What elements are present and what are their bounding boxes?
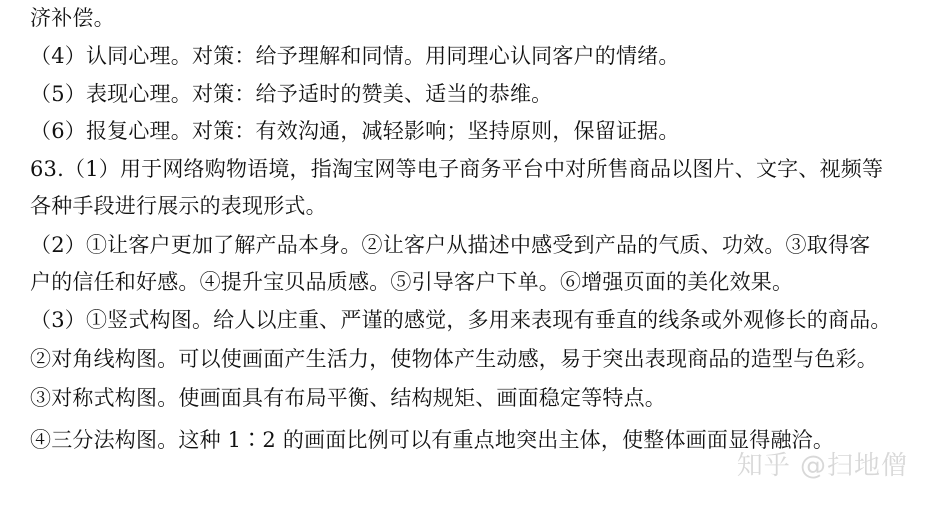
text-line-1: 济补偿。 — [30, 6, 115, 30]
text-line-2: （4）认同心理。对策：给予理解和同情。用同理心认同客户的情绪。 — [30, 44, 680, 68]
text-line-12: ④三分法构图。这种 1∶2 的画面比例可以有重点地突出主体，使整体画面显得融洽。 — [30, 428, 835, 452]
text-line-6: 各种手段进行展示的表现形式。 — [30, 194, 327, 218]
text-line-8: 户的信任和好感。④提升宝贝品质感。⑤引导客户下单。⑥增强页面的美化效果。 — [30, 270, 794, 294]
watermark: 知乎 @扫地僧 — [736, 451, 908, 481]
text-line-5: 63.（1）用于网络购物语境，指淘宝网等电子商务平台中对所售商品以图片、文字、视频等 — [30, 157, 884, 181]
text-line-11: ③对称式构图。使画面具有布局平衡、结构规矩、画面稳定等特点。 — [30, 386, 666, 410]
text-line-3: （5）表现心理。对策：给予适时的赞美、适当的恭维。 — [30, 82, 553, 106]
text-line-4: （6）报复心理。对策：有效沟通，减轻影响；坚持原则，保留证据。 — [30, 119, 680, 143]
text-line-7: （2）①让客户更加了解产品本身。②让客户从描述中感受到产品的气质、功效。③取得客 — [30, 233, 871, 257]
text-line-10: ②对角线构图。可以使画面产生活力，使物体产生动感，易于突出表现商品的造型与色彩。 — [30, 347, 878, 371]
text-line-9: （3）①竖式构图。给人以庄重、严谨的感觉，多用来表现有垂直的线条或外观修长的商品。 — [30, 308, 892, 332]
